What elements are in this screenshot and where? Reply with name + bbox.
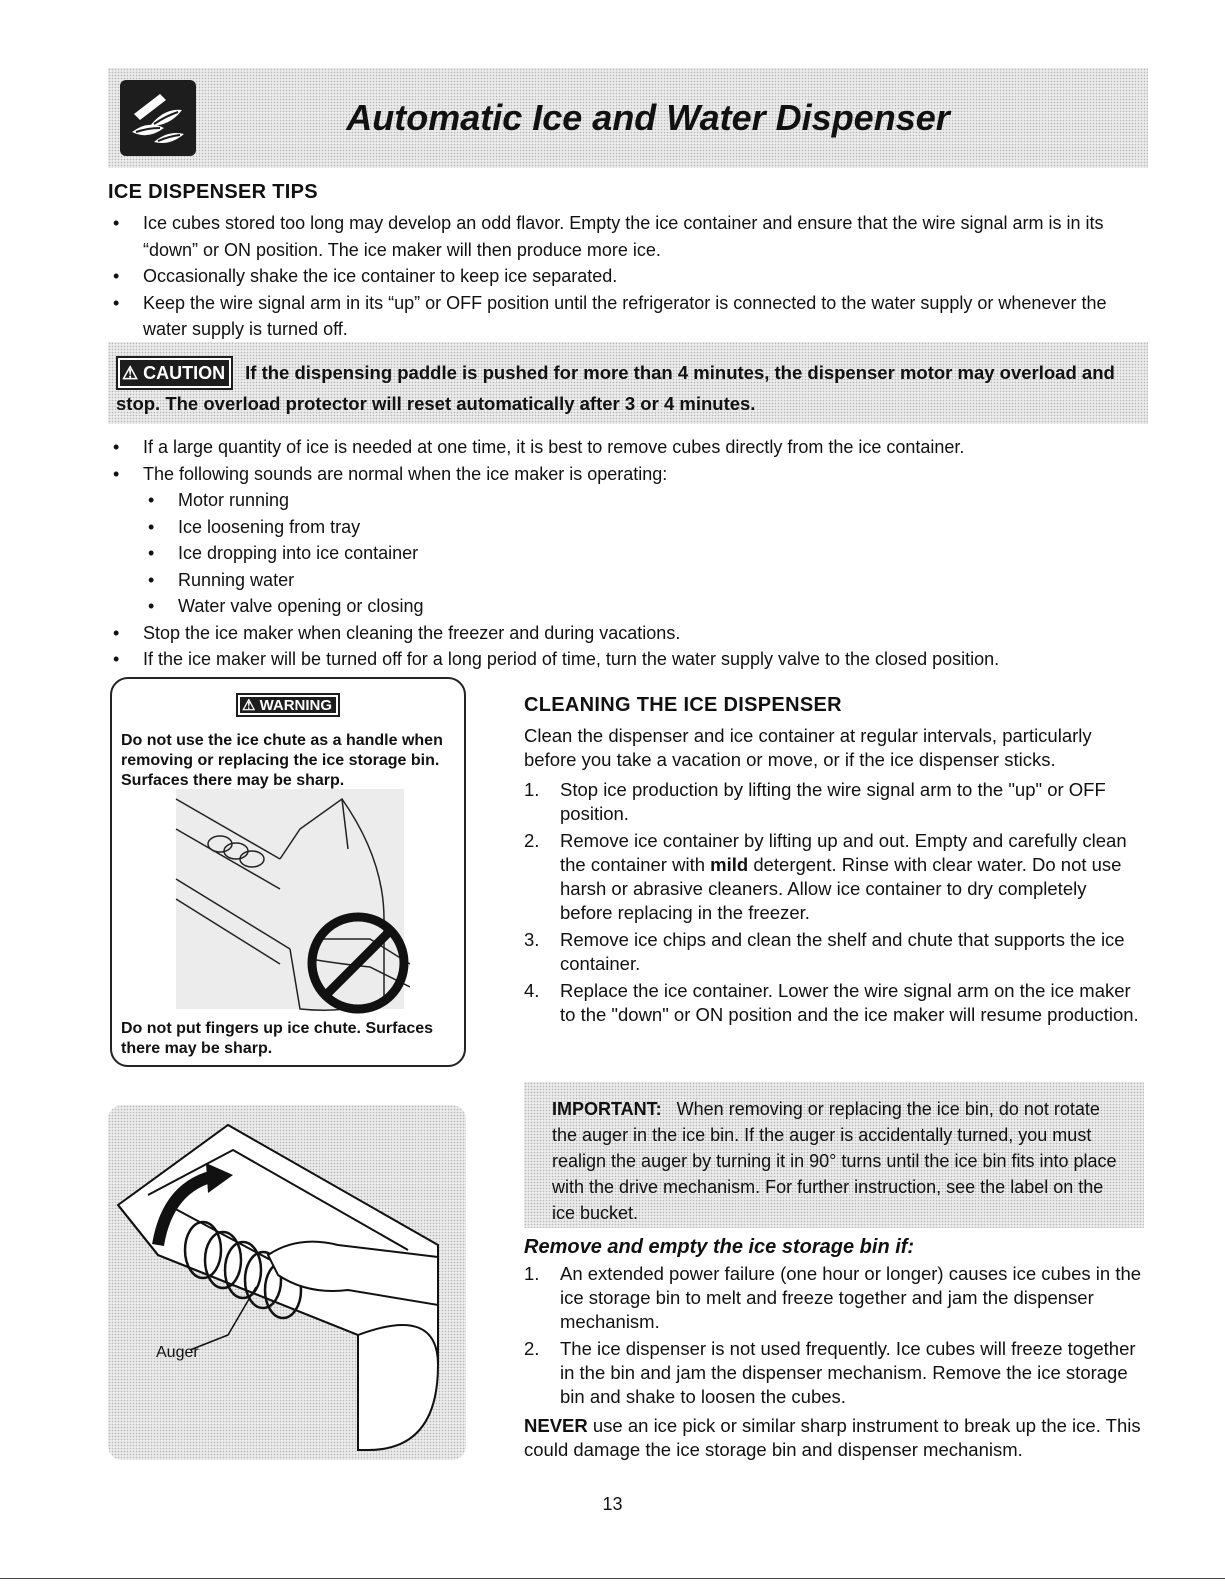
step-item: 1. An extended power failure (one hour or longer) causes ice cubes in the ice storage bin to melt and freeze together and jam the dispenser mechanism. [524, 1263, 1142, 1332]
tips-list [108, 210, 1148, 343]
step-item: 1. Stop ice production by lifting the wire signal arm to the "up" or OFF position. [524, 779, 1106, 824]
cleaning-intro: Clean the dispenser and ice container at regular intervals, particularly before you take a vacation or move, or if the ice dispenser sticks. [524, 725, 1092, 770]
auger-illustration [108, 1105, 466, 1460]
sound-item: • Motor running [108, 487, 1148, 514]
warning-text-top: Do not use the ice chute as a handle when removing or replacing the ice storage bin. Surfaces there may be sharp. [121, 732, 443, 789]
tips-list-2 [108, 434, 1148, 673]
list-item: • Occasionally shake the ice container to keep ice separated. [108, 263, 1148, 290]
warning-tag: ⚠ WARNING [236, 693, 340, 717]
caution-text: If the dispensing paddle is pushed for more than 4 minutes, the dispenser motor may overload and stop. The overload protector will reset automatically after 3 or 4 minutes. [116, 362, 1115, 414]
list-item: • The following sounds are normal when the ice maker is operating: [108, 461, 1148, 488]
page-number: 13 [602, 1494, 623, 1514]
warning-text-bottom: Do not put fingers up ice chute. Surfaces there may be sharp. [121, 1020, 434, 1057]
auger-label: Auger [156, 1344, 199, 1361]
never-note: NEVER use an ice pick or similar sharp instrument to break up the ice. This could damage the ice storage bin and dispenser mechanism. [524, 1415, 1141, 1460]
remove-bin-steps [524, 1262, 1144, 1412]
divider [0, 1578, 1225, 1579]
remove-bin-heading: Remove and empty the ice storage bin if: [524, 1236, 915, 1258]
step-item: 4. Replace the ice container. Lower the wire signal arm on the ice maker to the "down" or ON position and the ice maker will resume production. [524, 980, 1139, 1025]
tips-heading: ICE DISPENSER TIPS [108, 181, 318, 203]
sound-item: • Running water [108, 567, 1148, 594]
important-text: When removing or replacing the ice bin, do not rotate the auger in the ice bin. If the auger is accidentally turned, you must realign the auger by turning it in 90° turns until the ice bin fits into place with the drive mechanism. For further instruction, see the label on the ice bucket. [552, 1099, 1117, 1223]
step-item: 3. Remove ice chips and clean the shelf and chute that supports the ice container. [524, 929, 1125, 974]
step-item: 2. Remove ice container by lifting up and out. Empty and carefully clean the container with mild detergent. Rinse with clear water. Do not use harsh or abrasive cleaners. Allow ice container to dry completely before replacing in the freezer. [524, 830, 1127, 923]
list-item: • Ice cubes stored too long may develop an odd flavor. Empty the ice container and ensure that the wire signal arm is in its “down” or ON position. The ice maker will then produce more ice. [108, 210, 1148, 263]
step-item: 2. The ice dispenser is not used frequently. Ice cubes will freeze together in the bin and jam the dispenser mechanism. Remove the ice storage bin and shake to loosen the cubes. [524, 1338, 1136, 1407]
list-item: • Keep the wire signal arm in its “up” or OFF position until the refrigerator is connected to the water supply or whenever the water supply is turned off. [108, 290, 1148, 343]
sound-item: • Ice loosening from tray [108, 514, 1148, 541]
list-item: • If the ice maker will be turned off for a long period of time, turn the water supply valve to the closed position. [108, 646, 1148, 673]
ice-chute-illustration [170, 789, 410, 1019]
page-title: Automatic Ice and Water Dispenser [346, 97, 950, 138]
header-banner [108, 68, 1148, 168]
list-item: • Stop the ice maker when cleaning the freezer and during vacations. [108, 620, 1148, 647]
sound-item: • Water valve opening or closing [108, 593, 1148, 620]
warning-box [110, 677, 466, 1067]
list-item: • If a large quantity of ice is needed at one time, it is best to remove cubes directly from the ice container. [108, 434, 1148, 461]
important-box [524, 1082, 1144, 1228]
caution-box [108, 342, 1148, 424]
sound-item: • Ice dropping into ice container [108, 540, 1148, 567]
important-label: IMPORTANT: [552, 1099, 662, 1119]
caution-tag: ⚠ CAUTION [116, 356, 233, 390]
cleaning-steps [524, 778, 1144, 1030]
cleaning-heading: CLEANING THE ICE DISPENSER [524, 694, 842, 716]
